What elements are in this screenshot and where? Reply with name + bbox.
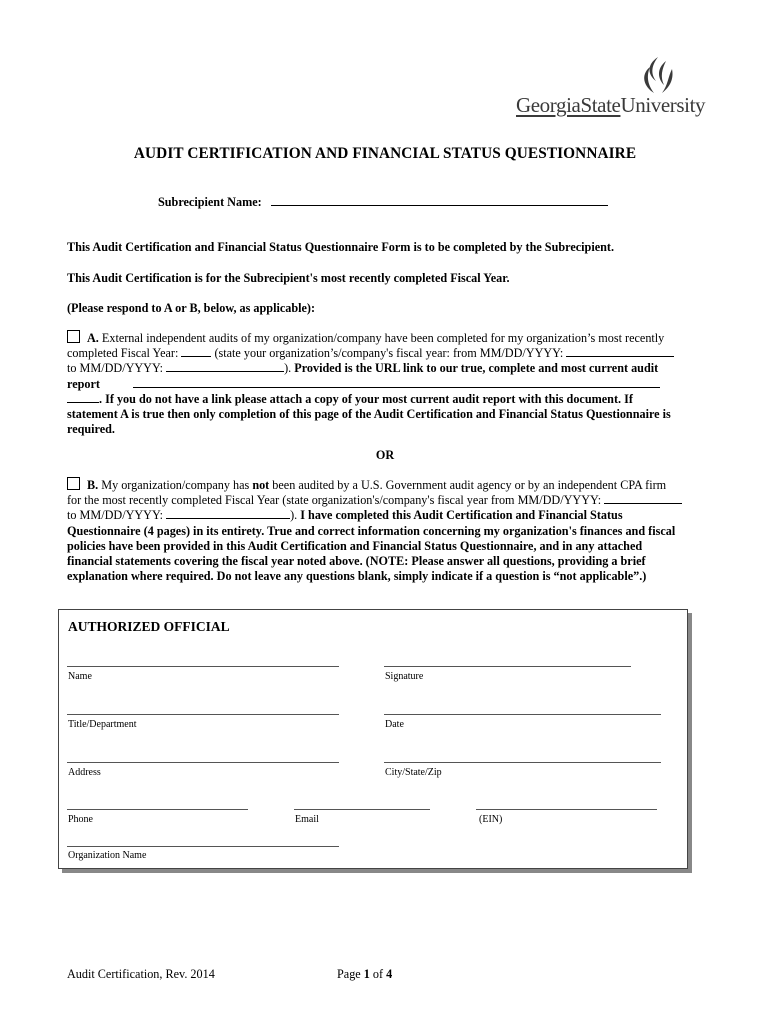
section-a — [67, 330, 707, 437]
title-department-field[interactable] — [67, 714, 339, 715]
name-label: Name — [68, 671, 92, 682]
section-a-text: External independent audits of my organization/company have been completed for my organization’s most recently — [101, 331, 665, 345]
section-b-text: to MM/DD/YYYY: — [67, 508, 164, 523]
a-from-date-field[interactable] — [566, 356, 674, 357]
intro-paragraph-3: (Please respond to A or B, below, as applicable): — [67, 301, 316, 315]
section-a-text: ). — [284, 361, 292, 376]
intro-paragraph-2: This Audit Certification is for the Subrecipient's most recently completed Fiscal Year. — [67, 271, 510, 285]
option-b-checkbox[interactable] — [67, 477, 80, 490]
title-department-label: Title/Department — [68, 719, 137, 730]
city-state-zip-label: City/State/Zip — [385, 767, 442, 778]
or-divider: OR — [375, 448, 395, 462]
a-to-date-field[interactable] — [166, 371, 284, 372]
fiscal-year-field[interactable] — [181, 356, 211, 357]
intro-paragraph-1: This Audit Certification and Financial Status Questionnaire Form is to be completed by the Subrecipient. — [67, 240, 614, 254]
footer-page-current: 1 — [363, 967, 370, 981]
section-a-text: completed Fiscal Year: — [67, 346, 179, 361]
section-b-text: I have completed this Audit Certification and Financial Status — [300, 508, 623, 523]
name-field[interactable] — [67, 666, 339, 667]
section-b-text: for the most recently completed Fiscal Year (state organization's/company's fiscal year from MM/DD/YYYY: — [67, 493, 602, 508]
footer-revision: Audit Certification, Rev. 2014 — [67, 967, 215, 981]
subrecipient-label: Subrecipient Name: — [158, 195, 262, 209]
section-b — [67, 477, 707, 584]
authorized-official-box — [58, 609, 688, 869]
b-from-date-field[interactable] — [604, 503, 682, 504]
signature-label: Signature — [385, 671, 424, 682]
option-a-checkbox[interactable] — [67, 330, 80, 343]
footer-page-total: 4 — [386, 967, 393, 981]
b-to-date-field[interactable] — [166, 518, 290, 519]
phone-label: Phone — [68, 814, 93, 825]
section-a-text: to MM/DD/YYYY: — [67, 361, 164, 376]
organization-name-label: Organization Name — [68, 850, 147, 861]
section-b-text: been audited by a U.S. Government audit agency or by an independent CPA firm — [272, 478, 667, 492]
section-b-text: My organization/company has — [101, 478, 250, 492]
city-state-zip-field[interactable] — [384, 762, 661, 763]
address-field[interactable] — [67, 762, 339, 763]
authorized-official-title: AUTHORIZED OFFICIAL — [68, 619, 230, 634]
section-a-text: report — [67, 376, 100, 391]
university-logo — [516, 55, 708, 125]
section-b-text: Questionnaire (4 pages) in its entirety. True and correct information concerning my organization's finances and fiscal — [67, 523, 676, 538]
address-label: Address — [68, 767, 101, 778]
date-label: Date — [385, 719, 404, 730]
ein-label: (EIN) — [479, 814, 503, 825]
date-field[interactable] — [384, 714, 661, 715]
subrecipient-name-field[interactable] — [271, 205, 608, 206]
email-label: Email — [295, 814, 319, 825]
audit-url-field-cont[interactable] — [67, 402, 99, 403]
footer-page-number — [337, 967, 392, 982]
section-a-text: required. — [67, 422, 115, 437]
page-title: AUDIT CERTIFICATION AND FINANCIAL STATUS QUESTIONNAIRE — [133, 145, 637, 162]
footer-page-word: Page — [337, 967, 361, 981]
section-b-text: not — [252, 478, 270, 492]
logo-wordmark: GeorgiaStateUniversity — [516, 93, 706, 117]
section-a-text: statement A is true then only completion of this page of the Audit Certification and Financial Status Questionnaire is — [67, 407, 671, 422]
section-a-text: (state your organization’s/company's fiscal year: from MM/DD/YYYY: — [214, 346, 564, 361]
option-a-label: A. — [87, 331, 99, 345]
section-b-text: financial statements covering the fiscal year noted above. (NOTE: Please answer all questions, providing a brief — [67, 554, 646, 569]
section-b-text: ). — [290, 508, 298, 523]
audit-url-field[interactable] — [133, 387, 660, 388]
section-a-text: . If you do not have a link please attach a copy of your most current audit report with this document. If — [99, 391, 633, 406]
organization-name-field[interactable] — [67, 846, 339, 847]
phone-field[interactable] — [67, 809, 248, 810]
section-a-text: Provided is the URL link to our true, complete and most current audit — [294, 361, 659, 376]
email-field[interactable] — [294, 809, 430, 810]
option-b-label: B. — [87, 478, 99, 492]
section-b-text: policies have been provided in this Audit Certification and Financial Status Questionnaire, and in any attached — [67, 538, 643, 553]
section-b-text: explanation where required. Do not leave any questions blank, simply indicate if a question is “not applicable”.) — [67, 569, 647, 584]
subrecipient-row — [158, 195, 608, 210]
footer-of-word: of — [372, 967, 384, 981]
signature-field[interactable] — [384, 666, 631, 667]
ein-field[interactable] — [476, 809, 657, 810]
